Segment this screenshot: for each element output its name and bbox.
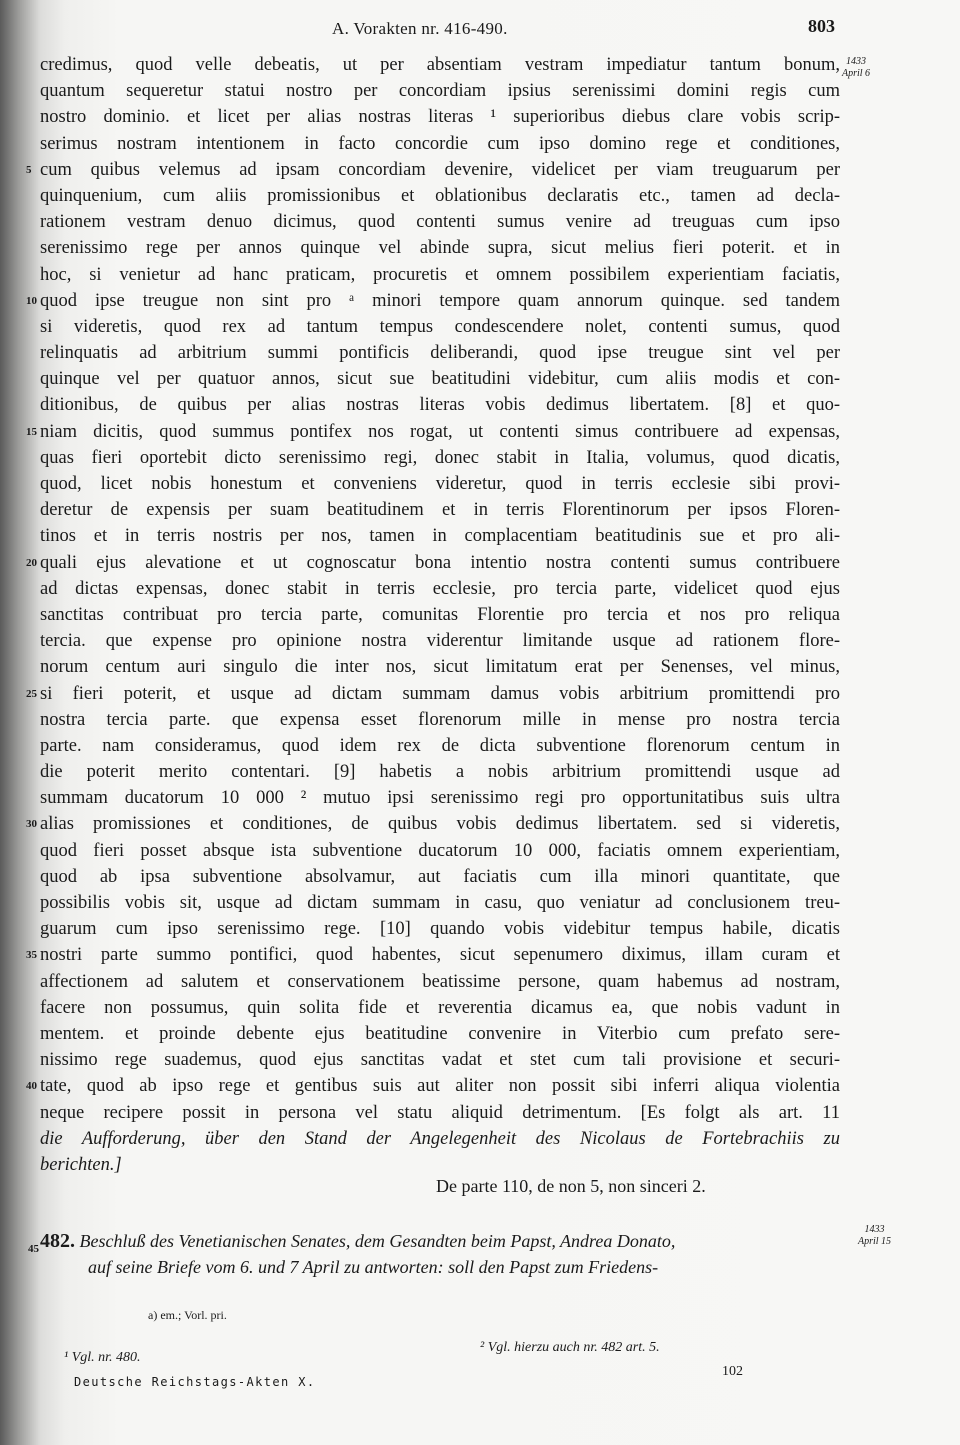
entry-heading-line-1 (28, 1228, 860, 1255)
margin-date-note (858, 1224, 891, 1248)
line-text: facere non possumus, quin solita fide et reverentia dicamus ea, que nobis vadunt in (40, 997, 840, 1018)
line-text: rationem vestram denuo dicimus, quod contenti sumus venire ad treuguas cum ipso (40, 212, 840, 233)
line-text: affectionem ad salutem et conservationem beatissime persone, quam habemus ad nostram, (40, 971, 840, 992)
line-number: 20 (26, 556, 37, 569)
text-line (40, 340, 840, 366)
line-text: credimus, quod velle debeatis, ut per absentiam vestram impediatur tantum bonum, (40, 55, 840, 75)
text-line (26, 942, 840, 968)
line-number: 10 (26, 294, 37, 307)
text-line (40, 1100, 840, 1126)
text-line (26, 1073, 840, 1099)
line-number: 35 (26, 949, 37, 962)
line-text: ad dictas expensas, donec stabit in terris ecclesie, pro tercia parte, videlicet quod ejus (40, 578, 840, 599)
line-text: berichten.] (40, 1154, 122, 1175)
line-text: neque recipere possit in persona vel statu aliquid detrimentum. [Es folgt als art. 11 (40, 1102, 840, 1123)
text-line (40, 576, 840, 602)
line-text: si fieri poterit, et usque ad dictam summam damus vobis arbitrium promittendi pro (40, 683, 840, 704)
line-text: possibilis vobis sit, usque ad dictam summam in casu, quo veniatur ad conclusionem treu- (40, 893, 840, 913)
text-line (40, 262, 840, 288)
footnote-1: ¹ Vgl. nr. 480. (64, 1350, 141, 1365)
line-text: ditionibus, de quibus per alias nostras literas vobis dedimus libertatem. [8] et quo- (40, 395, 840, 416)
text-line (40, 471, 840, 497)
line-text: die Aufforderung, über den Stand der Angelegenheit des Nicolaus de Fortebrachiis zu (40, 1128, 840, 1149)
text-line (40, 864, 840, 890)
line-text: quali ejus alevatione et ut cognoscatur bona intentio nostra contenti sumus contribuere (40, 552, 840, 573)
text-line (40, 785, 840, 811)
line-text: hoc, si venietur ad hanc praticam, procuretis et omnem possibilem experientiam faciatis, (40, 264, 840, 285)
line-text: quod ipse treugue non sint pro ᵃ minori tempore quam annorum quinque. sed tandem (40, 290, 840, 311)
line-text: guarum cum ipso serenissimo rege. [10] quando vobis videbitur tempus habile, dicatis (40, 919, 840, 940)
text-line (40, 392, 840, 418)
text-line (40, 654, 840, 680)
line-number: 30 (26, 818, 37, 831)
line-text: nostri parte summo pontifici, quod habentes, sicut sepenumero diximus, illam curam et (40, 945, 840, 966)
margin-date-note (842, 56, 870, 80)
line-text: tercia. que expense pro opinione nostra viderentur limitande usque ad rationem flore- (40, 631, 840, 652)
line-text: quod fieri posset absque ista subventione ducatorum 10 000, faciatis omnem experientiam, (40, 840, 840, 861)
line-text: niam dicitis, quod summus pontifex nos rogat, ut contenti simus contribuere ad expensas, (40, 421, 840, 442)
text-line (26, 811, 840, 837)
entry-summary-line-2: auf seine Briefe vom 6. und 7 April zu antworten: soll den Papst zum Friedens- (88, 1257, 659, 1277)
line-text: sanctitas contribuat pro tercia parte, comunitas Florentie pro tercia et nos pro reliqua (40, 604, 840, 625)
text-line (40, 1021, 840, 1047)
margin-date: April 15 (858, 1236, 892, 1247)
text-line (40, 52, 840, 78)
line-number: 5 (26, 163, 32, 176)
text-line (40, 1126, 840, 1152)
text-line (40, 995, 840, 1021)
line-text: si videretis, quod rex ad tantum tempus condescendere nolet, contenti sumus, quod (40, 316, 840, 337)
margin-year: 1433 (846, 56, 867, 67)
text-line (40, 890, 840, 916)
footnote-2: ² Vgl. hierzu auch nr. 482 art. 5. (480, 1340, 660, 1355)
text-line (40, 602, 840, 628)
line-text: deretur de expensis per suam beatitudinem et in terris Florentinorum per ipsos Floren- (40, 500, 840, 521)
line-text: die poterit merito contentari. [9] habetis a nobis arbitrium promittendi usque ad (40, 762, 840, 783)
line-text: cum quibus velemus ad ipsam concordiam devenire, videlicet per viam treuguarum per (40, 159, 840, 180)
sheet-signature: Deutsche Reichstags-Akten X. (74, 1375, 316, 1389)
text-line (40, 104, 840, 130)
line-number: 40 (26, 1080, 37, 1093)
text-line (40, 707, 840, 733)
line-text: quinque vel per quatuor annos, sicut sue beatitudini videbitur, cum aliis modis et con- (40, 369, 840, 390)
line-text: summam ducatorum 10 000 ² mutuo ipsi serenissimo regi pro opportunitatibus suis ultra (40, 788, 840, 809)
line-number: 25 (26, 687, 37, 700)
page-number: 803 (808, 16, 835, 36)
line-text: norum centum auri singulo die inter nos, sicut limitatum erat per Senenses, vel minus, (40, 657, 840, 678)
text-line (40, 1047, 840, 1073)
main-text-body (26, 52, 840, 1178)
line-text: relinquatis ad arbitrium summi pontificis deliberandi, quod ipse treugue sint vel per (40, 343, 840, 364)
margin-year: 1433 (864, 1224, 885, 1235)
entry-number: 482. (40, 1230, 75, 1252)
text-line (40, 523, 840, 549)
line-text: tate, quod ab ipso rege et gentibus suis aut aliter non possit sibi inferri aliqua violentia (40, 1076, 840, 1097)
text-line (26, 288, 840, 314)
line-text: quantum sequeretur statui nostro per concordiam ipsius serenissimi domini regis cum (40, 81, 840, 102)
text-line (40, 78, 840, 104)
text-line (40, 235, 840, 261)
line-text: tinos et in terris nostris per nos, tamen in complacentiam beatitudinis sue et pro ali- (40, 526, 840, 547)
line-text: quod, licet nobis honestum et conveniens videretur, quod in terris ecclesie sibi provi- (40, 474, 840, 494)
document-entry-482 (28, 1228, 860, 1280)
text-line (40, 759, 840, 785)
text-line (40, 969, 840, 995)
text-line (40, 1152, 840, 1178)
text-line (40, 183, 840, 209)
text-line (26, 419, 840, 445)
text-line (40, 838, 840, 864)
vote-result: De parte 110, de non 5, non sinceri 2. (436, 1176, 706, 1196)
page-header (0, 16, 960, 46)
line-text: parte. nam consideramus, quod idem rex de dicta subventione florenorum centum in (40, 735, 840, 756)
line-text: quinquenium, cum aliis promissionibus et oblationibus declaratis etc., tamen ad decla- (40, 185, 840, 206)
line-text: nostra tercia parte. que expensa esset florenorum mille in mense pro nostra tercia (40, 709, 840, 730)
line-number: 45 (28, 1243, 39, 1255)
line-text: quas fieri oportebit dicto serenissimo regi, donec stabit in Italia, volumus, quod dicatis, (40, 447, 840, 468)
text-line (40, 314, 840, 340)
line-number: 15 (26, 425, 37, 438)
line-text: serimus nostram intentionem in facto concordie cum ipso domino rege et conditiones, (40, 133, 840, 154)
text-line (26, 681, 840, 707)
text-line (40, 497, 840, 523)
text-line (40, 733, 840, 759)
line-text: quod ab ipsa subventione absolvamur, aut faciatis cum illa minori quantitate, que (40, 866, 840, 887)
line-text: nostro dominio. et licet per alias nostras literas ¹ superioribus diebus clare vobis scrip- (40, 107, 840, 128)
variant-note: a) em.; Vorl. pri. (148, 1308, 227, 1322)
running-title: A. Vorakten nr. 416-490. (332, 19, 508, 38)
line-text: serenissimo rege per annos quinque vel abinde supra, sicut melius fieri poterit. et in (40, 238, 840, 259)
text-line (40, 209, 840, 235)
text-line (40, 628, 840, 654)
entry-summary-line-1: Beschluß des Venetianischen Senates, dem Gesandten beim Papst, Andrea Donato, (79, 1231, 676, 1251)
line-text: alias promissiones et conditiones, de quibus vobis dedimus libertatem. sed si videretis, (40, 814, 840, 835)
sheet-number: 102 (722, 1364, 743, 1379)
text-line (40, 445, 840, 471)
text-line (40, 131, 840, 157)
line-text: nissimo rege suademus, quod ejus sanctitas vadat et stet cum tali provisione et securi- (40, 1050, 840, 1071)
margin-date: April 6 (842, 68, 871, 79)
text-line (26, 550, 840, 576)
text-line (40, 916, 840, 942)
text-line (40, 366, 840, 392)
line-text: mentem. et proinde debente ejus beatitudine convenire in Viterbio cum prefato sere- (40, 1023, 840, 1044)
text-line (26, 157, 840, 183)
